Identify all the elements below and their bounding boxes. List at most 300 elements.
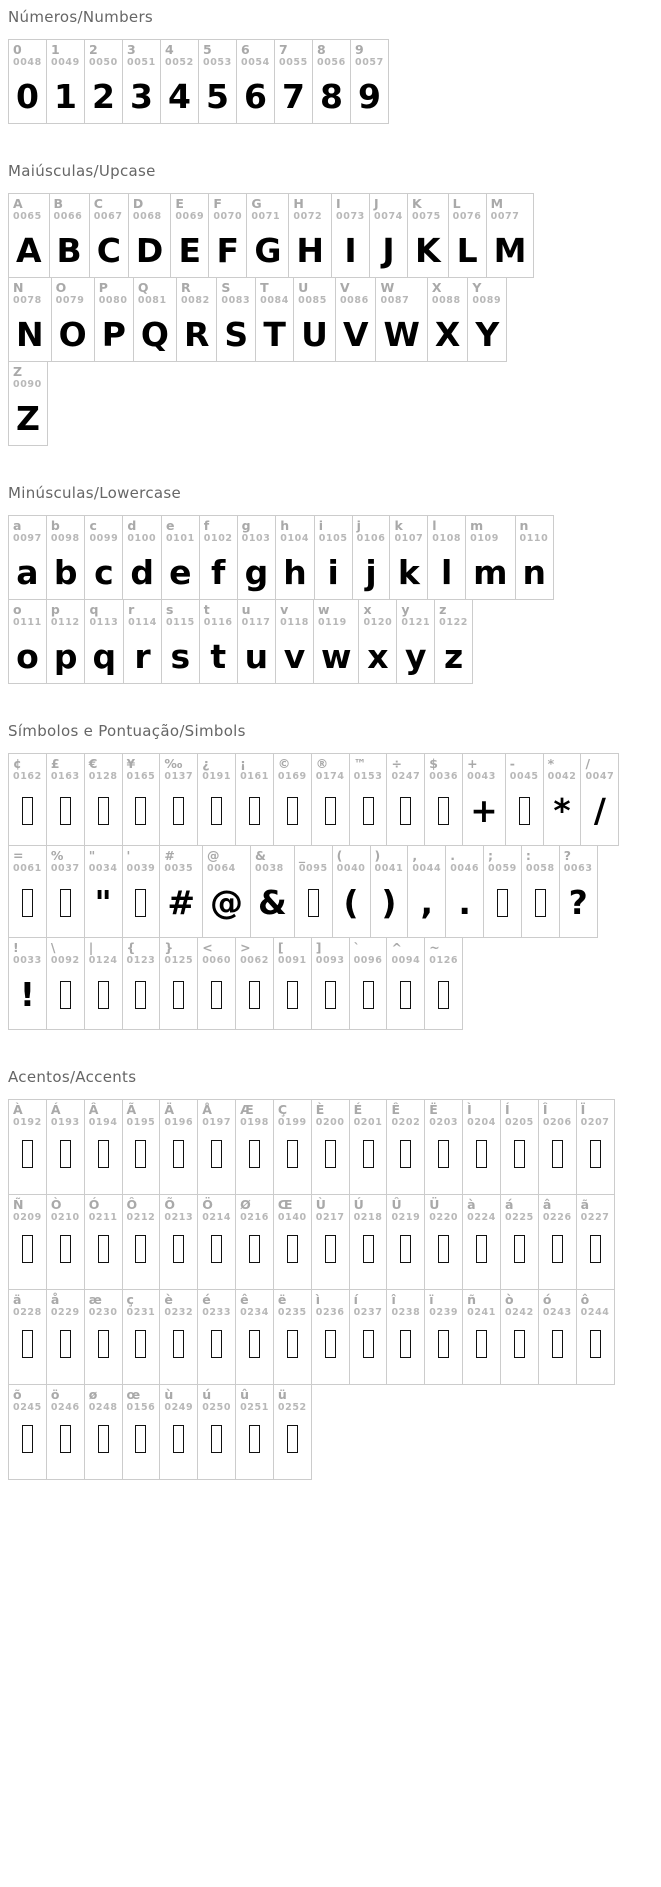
glyph-cell bbox=[235, 1384, 274, 1480]
glyph-cell-header bbox=[429, 757, 458, 790]
glyph-preview-area bbox=[164, 1326, 193, 1380]
character-label: Î bbox=[542, 1102, 548, 1117]
character-label: æ bbox=[88, 1292, 102, 1307]
glyph-preview-area bbox=[127, 882, 156, 933]
glyph-preview-area bbox=[394, 552, 423, 595]
glyph-preview: 7 bbox=[282, 77, 305, 116]
glyph-preview: q bbox=[92, 637, 117, 676]
glyph-preview-area bbox=[505, 1136, 534, 1190]
unicode-code: 0162 bbox=[13, 771, 42, 783]
glyph-cell-header bbox=[316, 1103, 345, 1136]
glyph-cell bbox=[84, 753, 123, 846]
missing-glyph-box bbox=[98, 981, 109, 1009]
character-label: M bbox=[490, 196, 504, 211]
character-label: Ó bbox=[88, 1197, 100, 1212]
glyph-preview: u bbox=[244, 637, 269, 676]
unicode-code: 0237 bbox=[353, 1307, 383, 1319]
glyph-cell bbox=[237, 599, 277, 684]
glyph-cell bbox=[159, 753, 198, 846]
unicode-code: 0082 bbox=[180, 295, 210, 307]
missing-glyph-box bbox=[249, 1235, 260, 1263]
missing-glyph-box bbox=[211, 797, 222, 825]
character-label: K bbox=[412, 196, 422, 211]
glyph-cell-header bbox=[581, 1293, 610, 1326]
glyph-cell-header bbox=[221, 281, 251, 314]
glyph-cell-header bbox=[354, 1103, 383, 1136]
character-label: T bbox=[260, 280, 269, 295]
glyph-cell-header bbox=[510, 757, 539, 790]
missing-glyph-box bbox=[211, 981, 222, 1009]
missing-glyph-box bbox=[400, 1330, 411, 1358]
glyph-cell-header bbox=[316, 941, 345, 974]
missing-glyph-box bbox=[476, 1140, 487, 1168]
character-label: ó bbox=[542, 1292, 552, 1307]
glyph-cell-header bbox=[242, 519, 272, 552]
character-label: © bbox=[277, 756, 291, 771]
character-label: Í bbox=[504, 1102, 510, 1117]
glyph-preview-area bbox=[89, 76, 118, 119]
glyph-cell bbox=[8, 277, 52, 362]
glyph-cell-header bbox=[488, 849, 517, 882]
glyph-preview: f bbox=[211, 553, 226, 592]
glyph-preview-area bbox=[543, 1136, 572, 1190]
missing-glyph-box bbox=[514, 1140, 525, 1168]
glyph-cell-header bbox=[278, 757, 307, 790]
character-label: e bbox=[165, 518, 175, 533]
unicode-code: 0239 bbox=[429, 1307, 459, 1319]
glyph-cell bbox=[332, 845, 371, 938]
glyph-preview-area bbox=[127, 552, 157, 595]
glyph-preview-area bbox=[51, 636, 81, 679]
character-label: Œ bbox=[277, 1197, 293, 1212]
glyph-preview: p bbox=[53, 637, 78, 676]
glyph-preview-area bbox=[99, 314, 129, 357]
unicode-code: 0197 bbox=[202, 1117, 232, 1129]
unicode-code: 0248 bbox=[88, 1402, 118, 1414]
unicode-code: 0251 bbox=[240, 1402, 269, 1414]
glyph-preview-area bbox=[439, 636, 468, 679]
unicode-code: 0056 bbox=[317, 57, 346, 69]
unicode-code: 0053 bbox=[203, 57, 232, 69]
character-label: j bbox=[356, 518, 361, 533]
character-label: Q bbox=[137, 280, 149, 295]
unicode-code: 0105 bbox=[318, 533, 348, 545]
glyph-cell bbox=[424, 1099, 463, 1195]
missing-glyph-box bbox=[135, 1235, 146, 1263]
unicode-code: 0069 bbox=[175, 211, 205, 223]
glyph-cell bbox=[424, 1289, 463, 1385]
character-label: õ bbox=[13, 1387, 22, 1402]
missing-glyph-box bbox=[135, 889, 146, 917]
missing-glyph-box bbox=[173, 1425, 184, 1453]
glyph-preview-area bbox=[202, 1326, 231, 1380]
glyph-preview: K bbox=[415, 231, 441, 270]
glyph-cell bbox=[465, 515, 515, 600]
glyph-preview-area bbox=[375, 882, 404, 933]
glyph-preview: , bbox=[420, 883, 434, 922]
character-label: s bbox=[165, 602, 174, 617]
glyph-cell-header bbox=[51, 43, 80, 76]
unicode-code: 0063 bbox=[563, 863, 593, 875]
glyph-preview-area bbox=[127, 1326, 156, 1380]
missing-glyph-box bbox=[173, 1330, 184, 1358]
glyph-preview-area bbox=[585, 790, 614, 841]
glyph-cell-header bbox=[543, 1103, 572, 1136]
unicode-code: 0205 bbox=[504, 1117, 534, 1129]
glyph-cell-header bbox=[164, 1293, 193, 1326]
glyph-preview-area bbox=[127, 76, 156, 119]
glyph-cell bbox=[8, 515, 47, 600]
glyph-cell bbox=[160, 39, 199, 124]
unicode-code: 0106 bbox=[356, 533, 386, 545]
character-label: Ê bbox=[391, 1102, 400, 1117]
character-label: 8 bbox=[317, 42, 326, 57]
unicode-code: 0120 bbox=[363, 617, 393, 629]
character-label: k bbox=[394, 518, 403, 533]
missing-glyph-box bbox=[590, 1140, 601, 1168]
unicode-code: 0039 bbox=[126, 863, 156, 875]
glyph-cell bbox=[386, 753, 425, 846]
glyph-cell bbox=[386, 1099, 425, 1195]
glyph-preview: 9 bbox=[358, 77, 381, 116]
unicode-code: 0067 bbox=[93, 211, 123, 223]
unicode-code: 0080 bbox=[98, 295, 128, 307]
glyph-preview-area bbox=[357, 552, 386, 595]
glyph-preview-area bbox=[429, 1231, 458, 1285]
character-label: _ bbox=[298, 848, 306, 863]
character-label: n bbox=[519, 518, 529, 533]
glyph-cell bbox=[159, 1289, 198, 1385]
missing-glyph-box bbox=[287, 1330, 298, 1358]
character-label: b bbox=[50, 518, 60, 533]
unicode-code: 0091 bbox=[277, 955, 307, 967]
glyph-preview-area bbox=[202, 790, 231, 841]
missing-glyph-box bbox=[173, 1140, 184, 1168]
unicode-code: 0073 bbox=[336, 211, 365, 223]
missing-glyph-box bbox=[438, 1330, 449, 1358]
glyph-preview-area bbox=[164, 1421, 193, 1475]
unicode-code: 0233 bbox=[202, 1307, 232, 1319]
character-label: < bbox=[202, 940, 213, 955]
glyph-cell-header bbox=[520, 519, 550, 552]
character-label: | bbox=[88, 940, 94, 955]
glyph-preview-area bbox=[165, 76, 194, 119]
character-label: Ô bbox=[126, 1197, 138, 1212]
unicode-code: 0037 bbox=[50, 863, 80, 875]
glyph-preview-area bbox=[316, 1136, 345, 1190]
glyph-preview-area bbox=[13, 398, 43, 441]
unicode-code: 0078 bbox=[13, 295, 42, 307]
glyph-cell-header bbox=[165, 43, 194, 76]
unicode-code: 0099 bbox=[89, 533, 119, 545]
unicode-code: 0085 bbox=[298, 295, 327, 307]
glyph-preview-area bbox=[89, 790, 118, 841]
character-label: J bbox=[374, 196, 379, 211]
glyph-cell bbox=[199, 515, 238, 600]
character-label: ë bbox=[277, 1292, 287, 1307]
glyph-preview-area bbox=[51, 1231, 80, 1285]
character-label: ö bbox=[50, 1387, 60, 1402]
glyph-cell bbox=[500, 1289, 539, 1385]
character-label: î bbox=[391, 1292, 396, 1307]
unicode-code: 0097 bbox=[13, 533, 42, 545]
glyph-cell bbox=[370, 845, 409, 938]
character-label: ` bbox=[353, 940, 360, 955]
character-label: 1 bbox=[51, 42, 60, 57]
character-label: z bbox=[439, 602, 447, 617]
character-label: é bbox=[202, 1292, 211, 1307]
character-label: 4 bbox=[165, 42, 174, 57]
glyph-preview-area bbox=[317, 76, 346, 119]
section-title: Maiúsculas/Upcase bbox=[8, 162, 156, 180]
character-label: Ì bbox=[467, 1102, 472, 1117]
glyph-cell bbox=[389, 515, 428, 600]
glyph-cell-header bbox=[316, 1293, 345, 1326]
glyph-cell-header bbox=[391, 1103, 420, 1136]
glyph-preview: C bbox=[96, 231, 121, 270]
glyph-preview-area bbox=[401, 636, 430, 679]
unicode-code: 0095 bbox=[298, 863, 328, 875]
glyph-cell bbox=[462, 1289, 501, 1385]
missing-glyph-box bbox=[135, 981, 146, 1009]
glyph-cell-header bbox=[13, 1103, 42, 1136]
glyph-cell-header bbox=[240, 1103, 269, 1136]
glyph-cell-header bbox=[412, 197, 444, 230]
glyph-preview: A bbox=[16, 231, 42, 270]
unicode-code: 0086 bbox=[339, 295, 369, 307]
character-label: É bbox=[353, 1102, 363, 1117]
glyph-preview: Z bbox=[16, 399, 40, 438]
glyph-cell-header bbox=[394, 519, 423, 552]
section-rows bbox=[8, 39, 661, 124]
glyph-cell-header bbox=[412, 849, 441, 882]
glyph-preview-area bbox=[13, 636, 42, 679]
missing-glyph-box bbox=[438, 1235, 449, 1263]
glyph-preview-area bbox=[543, 1326, 572, 1380]
unicode-code: 0163 bbox=[50, 771, 80, 783]
unicode-code: 0204 bbox=[467, 1117, 496, 1129]
unicode-code: 0224 bbox=[467, 1212, 496, 1224]
character-section bbox=[8, 722, 661, 1030]
unicode-code: 0229 bbox=[50, 1307, 80, 1319]
glyph-preview: L bbox=[456, 231, 478, 270]
glyph-preview-area bbox=[316, 1231, 345, 1285]
character-label: ÷ bbox=[391, 756, 402, 771]
character-label: â bbox=[542, 1197, 552, 1212]
missing-glyph-box bbox=[98, 1235, 109, 1263]
glyph-preview: E bbox=[178, 231, 202, 270]
missing-glyph-box bbox=[552, 1235, 563, 1263]
glyph-cell-header bbox=[375, 849, 404, 882]
glyph-preview-area bbox=[240, 1231, 269, 1285]
unicode-code: 0238 bbox=[391, 1307, 421, 1319]
glyph-cell bbox=[159, 937, 198, 1030]
unicode-code: 0034 bbox=[88, 863, 118, 875]
glyph-preview-area bbox=[127, 790, 156, 841]
character-label: O bbox=[55, 280, 67, 295]
glyph-cell-header bbox=[164, 1198, 193, 1231]
glyph-cell bbox=[293, 277, 336, 362]
glyph-cell bbox=[8, 39, 47, 124]
missing-glyph-box bbox=[22, 797, 33, 825]
unicode-code: 0214 bbox=[202, 1212, 232, 1224]
character-row bbox=[8, 39, 388, 124]
character-label: r bbox=[128, 602, 135, 617]
glyph-cell bbox=[170, 193, 209, 278]
glyph-preview-area bbox=[13, 76, 42, 119]
glyph-cell bbox=[462, 1194, 501, 1290]
character-label: W bbox=[380, 280, 395, 295]
glyph-preview-area bbox=[51, 76, 80, 119]
glyph-cell bbox=[246, 193, 289, 278]
glyph-cell-header bbox=[240, 941, 269, 974]
unicode-code: 0236 bbox=[315, 1307, 345, 1319]
unicode-code: 0042 bbox=[547, 771, 577, 783]
unicode-code: 0249 bbox=[164, 1402, 194, 1414]
character-row bbox=[8, 361, 47, 446]
unicode-code: 0109 bbox=[470, 533, 499, 545]
character-label: à bbox=[467, 1197, 476, 1212]
glyph-preview-area bbox=[51, 552, 81, 595]
glyph-cell bbox=[559, 845, 598, 938]
section-title: Minúsculas/Lowercase bbox=[8, 484, 182, 502]
glyph-cell bbox=[89, 193, 129, 278]
glyph-preview-area bbox=[429, 1326, 458, 1380]
glyph-cell-header bbox=[127, 43, 156, 76]
glyph-cell bbox=[314, 515, 353, 600]
glyph-preview: 1 bbox=[54, 77, 77, 116]
glyph-preview: x bbox=[367, 637, 389, 676]
unicode-code: 0244 bbox=[580, 1307, 610, 1319]
glyph-preview-area bbox=[251, 230, 284, 273]
character-label: 2 bbox=[89, 42, 98, 57]
character-row bbox=[8, 599, 472, 684]
glyph-preview-area bbox=[166, 552, 195, 595]
unicode-code: 0079 bbox=[55, 295, 85, 307]
character-label: E bbox=[175, 196, 184, 211]
unicode-code: 0207 bbox=[580, 1117, 610, 1129]
glyph-cell-header bbox=[279, 43, 308, 76]
unicode-code: 0045 bbox=[509, 771, 539, 783]
glyph-preview: ? bbox=[568, 883, 588, 922]
glyph-preview-area bbox=[164, 790, 193, 841]
glyph-preview-area bbox=[51, 1326, 80, 1380]
glyph-cell bbox=[273, 1194, 312, 1290]
character-label: Ö bbox=[202, 1197, 213, 1212]
glyph-cell bbox=[424, 1194, 463, 1290]
glyph-preview-area bbox=[164, 974, 193, 1025]
glyph-cell-header bbox=[164, 1103, 193, 1136]
glyph-cell bbox=[46, 937, 85, 1030]
glyph-cell-header bbox=[13, 1198, 42, 1231]
unicode-code: 0250 bbox=[202, 1402, 232, 1414]
glyph-preview-area bbox=[429, 974, 458, 1025]
glyph-preview-area bbox=[164, 882, 198, 933]
glyph-cell-header bbox=[467, 1198, 496, 1231]
glyph-cell-header bbox=[51, 1103, 80, 1136]
character-label: ^ bbox=[391, 940, 402, 955]
glyph-cell-header bbox=[391, 941, 420, 974]
character-label: ¥ bbox=[126, 756, 136, 771]
glyph-preview-area bbox=[240, 1421, 269, 1475]
glyph-cell-header bbox=[89, 1198, 118, 1231]
glyph-preview-area bbox=[548, 790, 577, 841]
character-label: œ bbox=[126, 1387, 141, 1402]
glyph-cell-header bbox=[526, 849, 555, 882]
missing-glyph-box bbox=[98, 1330, 109, 1358]
glyph-preview: 3 bbox=[130, 77, 153, 116]
glyph-cell bbox=[122, 1099, 161, 1195]
character-label: C bbox=[93, 196, 103, 211]
glyph-cell-header bbox=[491, 197, 530, 230]
unicode-code: 0108 bbox=[432, 533, 462, 545]
glyph-cell-header bbox=[318, 603, 355, 636]
glyph-cell bbox=[311, 1289, 350, 1385]
character-label: ® bbox=[315, 756, 329, 771]
glyph-cell-header bbox=[401, 603, 430, 636]
unicode-code: 0071 bbox=[251, 211, 281, 223]
character-label: ä bbox=[13, 1292, 22, 1307]
missing-glyph-box bbox=[552, 1140, 563, 1168]
missing-glyph-box bbox=[308, 889, 319, 917]
unicode-code: 0060 bbox=[202, 955, 232, 967]
unicode-code: 0241 bbox=[467, 1307, 496, 1319]
glyph-cell bbox=[448, 193, 487, 278]
character-label: Y bbox=[472, 280, 482, 295]
glyph-cell-header bbox=[89, 603, 119, 636]
unicode-code: 0220 bbox=[429, 1212, 459, 1224]
missing-glyph-box bbox=[135, 1425, 146, 1453]
character-label: ô bbox=[580, 1292, 590, 1307]
unicode-code: 0216 bbox=[240, 1212, 269, 1224]
character-label: L bbox=[452, 196, 461, 211]
glyph-preview-area bbox=[467, 1231, 496, 1285]
glyph-cell-header bbox=[99, 281, 129, 314]
glyph-preview: Y bbox=[475, 315, 500, 354]
glyph-cell bbox=[235, 1099, 274, 1195]
glyph-cell-header bbox=[166, 603, 195, 636]
glyph-cell bbox=[486, 193, 535, 278]
glyph-cell-header bbox=[164, 941, 193, 974]
unicode-code: 0153 bbox=[353, 771, 383, 783]
unicode-code: 0089 bbox=[472, 295, 502, 307]
unicode-code: 0195 bbox=[126, 1117, 156, 1129]
glyph-preview-area bbox=[240, 1136, 269, 1190]
glyph-cell bbox=[46, 753, 85, 846]
unicode-code: 0121 bbox=[401, 617, 431, 629]
unicode-code: 0052 bbox=[165, 57, 194, 69]
glyph-cell-header bbox=[255, 849, 290, 882]
glyph-cell bbox=[273, 1099, 312, 1195]
glyph-preview-area bbox=[13, 1326, 42, 1380]
glyph-cell bbox=[538, 1194, 577, 1290]
missing-glyph-box bbox=[249, 981, 260, 1009]
glyph-cell-header bbox=[429, 941, 458, 974]
glyph-cell bbox=[273, 1384, 312, 1480]
glyph-preview-area bbox=[166, 636, 195, 679]
glyph-cell bbox=[122, 1194, 161, 1290]
glyph-cell-header bbox=[89, 43, 118, 76]
character-section bbox=[8, 484, 661, 684]
glyph-preview-area bbox=[89, 1326, 118, 1380]
missing-glyph-box bbox=[497, 889, 508, 917]
glyph-cell bbox=[122, 39, 161, 124]
glyph-preview-area bbox=[354, 790, 383, 841]
glyph-preview-area bbox=[374, 230, 403, 273]
glyph-cell-header bbox=[317, 43, 346, 76]
unicode-code: 0225 bbox=[504, 1212, 534, 1224]
glyph-cell bbox=[313, 599, 360, 684]
